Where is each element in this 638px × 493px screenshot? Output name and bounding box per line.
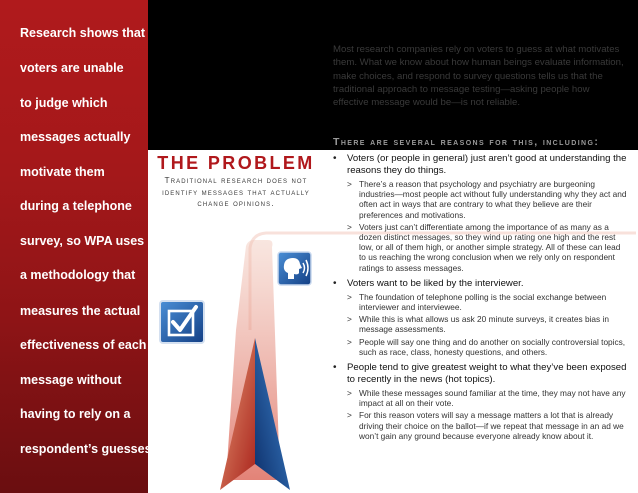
sidebar-line: effectiveness of each [20,338,147,352]
sub-marker: > [347,388,352,399]
reasons-list [333,153,629,446]
list-item [333,153,629,273]
sub-item-text: People will say one thing and do another on socially controversial topics, such as race, class, honesty questions, and others. [359,336,626,357]
sub-item [347,222,629,273]
sidebar-line: survey, so WPA uses [20,234,145,248]
sub-marker: > [347,336,352,347]
sub-item [347,410,629,441]
sub-item-text: Voters just can’t differentiate among the importance of as many as a dozen distinct messages, so they wind up rating one high and the rest low, or all of them high, or another simple strategy. All of these can lead to us reaching the wrong conclusion when we rely only on respondent ratings to assess messages. [359,221,621,273]
sub-marker: > [347,410,352,421]
sidebar-line: messages actually [20,130,131,144]
sidebar-line: motivate them [20,165,105,179]
list-item [333,278,629,357]
sub-item-text: For this reason voters will say a message matters a lot that is already driving their choice on the ballot—if we repeat that message in an ad we won’t gain any ground because everyone already know about it. [359,410,624,441]
bullet-marker: • [333,362,337,374]
bullet-marker: • [333,153,337,164]
intro-paragraph: Most research companies rely on voters to guess at what motivates them. What we know about how human beings evaluate information, make choices, and respond to survey questions tells us that the traditional approach to message testing—asking people how effective message would be—is not reliable. [333,44,624,109]
sub-item-text: While these messages sound familiar at the time, they may not have any impact at all on their vote. [359,388,626,409]
bullet-heading: Voters (or people in general) just aren’t good at understanding the reasons they do things. [347,153,627,176]
sub-item-text: While this is what allows us ask 20 minute surveys, it creates bias in message assessments. [359,314,609,335]
bullet-heading: Voters want to be liked by the interviewer. [347,277,524,289]
bullet-heading: People tend to give greatest weight to what they’ve been exposed to recently in the news (hot topics). [347,362,627,386]
reasons-heading: There are several reasons for this, including: [333,136,600,148]
sidebar-line: message without [20,373,122,387]
sub-item [347,314,629,334]
sub-marker: > [347,179,352,189]
problem-title: THE PROBLEM [157,153,315,173]
bullet-marker: • [333,277,337,289]
sidebar [0,0,155,493]
sidebar-line: respondent’s guesses. [20,442,155,456]
sub-item [347,179,629,220]
sidebar-line: having to rely on a [20,407,131,421]
list-item [333,362,629,441]
sub-marker: > [347,314,352,325]
sidebar-line: a methodology that [20,268,136,282]
sub-item [347,292,629,312]
sidebar-line: Research shows that [20,26,146,40]
sidebar-line: voters are unable [20,61,124,75]
sidebar-line: to judge which [20,96,108,110]
sub-item-text: The foundation of telephone polling is the social exchange between interviewer and interviewee. [359,291,607,313]
sub-item [347,337,629,357]
checkbox-icon [160,301,204,343]
sub-item-text: There’s a reason that psychology and psychiatry are burgeoning industries—most people act without fully understanding why they act and often act in ways that are contrary to what they believe are their preferences and motivations. [359,179,627,220]
sidebar-line: during a telephone [20,199,132,213]
sidebar-line: measures the actual [20,304,141,318]
speaking-head-icon [278,252,311,285]
sub-marker: > [347,291,352,302]
sub-item [347,388,629,408]
problem-subtitle: Traditional research does not identify messages that actually change opinions. [162,175,310,208]
sub-marker: > [347,221,352,232]
